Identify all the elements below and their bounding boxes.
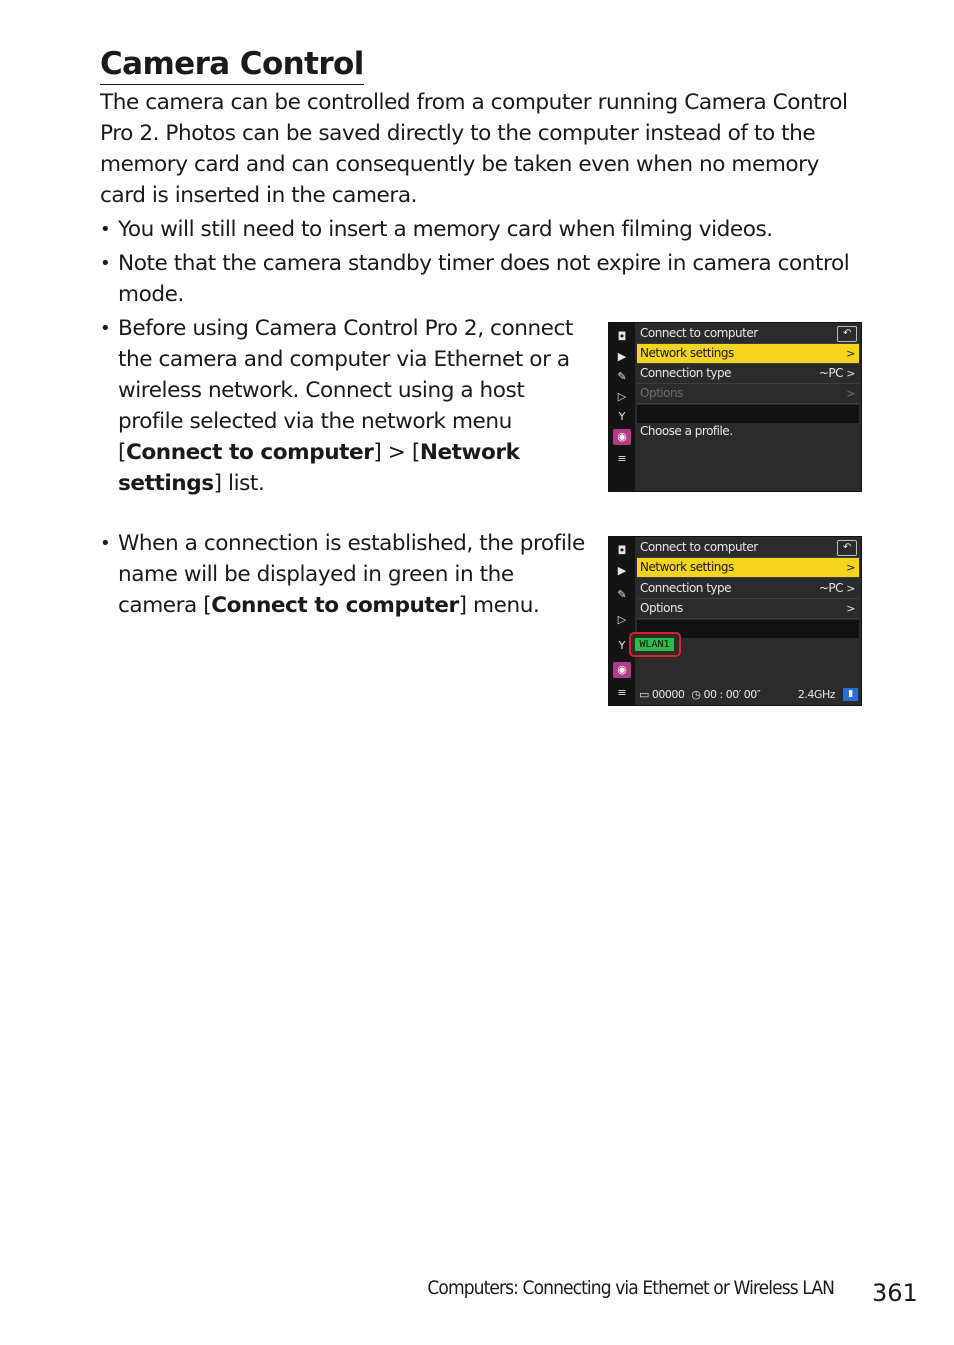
bullet-dot: • <box>100 318 111 339</box>
bold-connect-to-computer: Connect to computer <box>211 593 459 618</box>
menu-item-label: Options <box>640 386 683 400</box>
movie-icon: ▶ <box>617 564 627 577</box>
bullet-text: ] > [ <box>373 440 420 465</box>
bullet-text: You will still need to insert a memory card when filming videos. <box>118 217 773 242</box>
bullet-standby-timer <box>100 248 878 310</box>
menu-header-label: Connect to computer <box>640 326 758 340</box>
camera-icon: ◘ <box>617 330 627 343</box>
menu-item-options <box>637 384 859 404</box>
camera-screen-choose-profile <box>608 322 862 492</box>
elapsed-time: 00 : 00′ 00″ <box>703 688 761 701</box>
card-icon: ▭ <box>639 688 649 701</box>
menu-tab-bar <box>609 323 635 491</box>
playback-icon: ▷ <box>617 390 627 403</box>
profile-callout <box>629 632 681 657</box>
playback-icon: ▷ <box>617 613 627 626</box>
menu-item-network-settings <box>637 558 859 578</box>
bullet-text: When a connection is established, the profile name will be displayed in green in the camera [ <box>118 531 585 618</box>
movie-icon: ▶ <box>617 350 627 363</box>
profile-name-badge: WLAN1 <box>635 638 674 651</box>
help-message: Choose a profile. <box>640 424 733 438</box>
bullet-text: ] list. <box>213 471 265 496</box>
wrench-icon: Y <box>618 639 626 652</box>
camera-screen-connected <box>608 536 862 706</box>
connection-value: ~PC <box>818 366 843 380</box>
menu-item-label: Network settings <box>640 560 734 574</box>
chevron-right-icon: > <box>846 561 855 574</box>
bullet-dot: • <box>100 253 111 274</box>
menu-tab-bar <box>609 537 635 705</box>
chevron-right-icon: > <box>846 347 855 360</box>
bullet-memory-card <box>100 214 878 245</box>
menu-item-connection-type <box>637 364 859 384</box>
pencil-icon: ✎ <box>617 588 627 601</box>
bullet-dot: • <box>100 533 111 554</box>
chevron-right-icon: > <box>846 387 855 400</box>
signal-strength-icon: ▮ <box>843 688 858 701</box>
chevron-right-icon: > <box>846 602 855 615</box>
shot-count: 00000 <box>651 688 685 701</box>
network-icon: ◉ <box>613 662 631 678</box>
my-menu-icon: ≡ <box>617 686 627 699</box>
back-icon: ↶ <box>837 540 857 556</box>
page-title: Camera Control <box>100 44 364 85</box>
my-menu-icon: ≡ <box>617 452 627 465</box>
pencil-icon: ✎ <box>617 370 627 383</box>
chevron-right-icon: > <box>846 367 855 380</box>
menu-header <box>637 538 859 558</box>
back-icon: ↶ <box>837 326 857 342</box>
bullet-text: Before using Camera Control Pro 2, connect the camera and computer via Ethernet or a wireless network. Connect using a host profile selected via the network menu [ <box>118 316 573 465</box>
menu-header <box>637 324 859 344</box>
empty-row <box>637 405 859 423</box>
clock-icon: ◷ <box>691 688 701 701</box>
footer-section-title: Computers: Connecting via Ethernet or Wireless LAN <box>427 1277 834 1299</box>
page-number: 361 <box>872 1279 918 1307</box>
bullet-connect-profile <box>100 313 588 499</box>
menu-item-network-settings <box>637 344 859 364</box>
bullet-dot: • <box>100 219 111 240</box>
menu-item-label: Options <box>640 601 683 615</box>
intro-paragraph: The camera can be controlled from a computer running Camera Control Pro 2. Photos can be saved directly to the computer instead of to the memory card and can consequently be taken even when no memory card is inserted in the camera. <box>100 90 848 208</box>
bold-network-settings: Network settings <box>118 440 520 496</box>
bullet-text: Note that the camera standby timer does not expire in camera control mode. <box>118 251 850 307</box>
menu-item-options <box>637 599 859 619</box>
network-icon: ◉ <box>613 429 631 445</box>
bold-connect-to-computer: Connect to computer <box>125 440 374 465</box>
connection-value: ~PC <box>818 581 843 595</box>
status-bar <box>639 687 859 703</box>
wrench-icon: Y <box>618 410 626 423</box>
menu-header-label: Connect to computer <box>640 540 758 554</box>
menu-item-label: Connection type <box>640 581 732 595</box>
menu-item-label: Network settings <box>640 346 734 360</box>
bullet-text: ] menu. <box>458 593 540 618</box>
wifi-band: 2.4GHz <box>797 688 835 701</box>
chevron-right-icon: > <box>846 582 855 595</box>
bullet-connection-established <box>100 528 588 621</box>
menu-item-label: Connection type <box>640 366 732 380</box>
camera-icon: ◘ <box>617 544 627 557</box>
menu-item-connection-type <box>637 579 859 599</box>
